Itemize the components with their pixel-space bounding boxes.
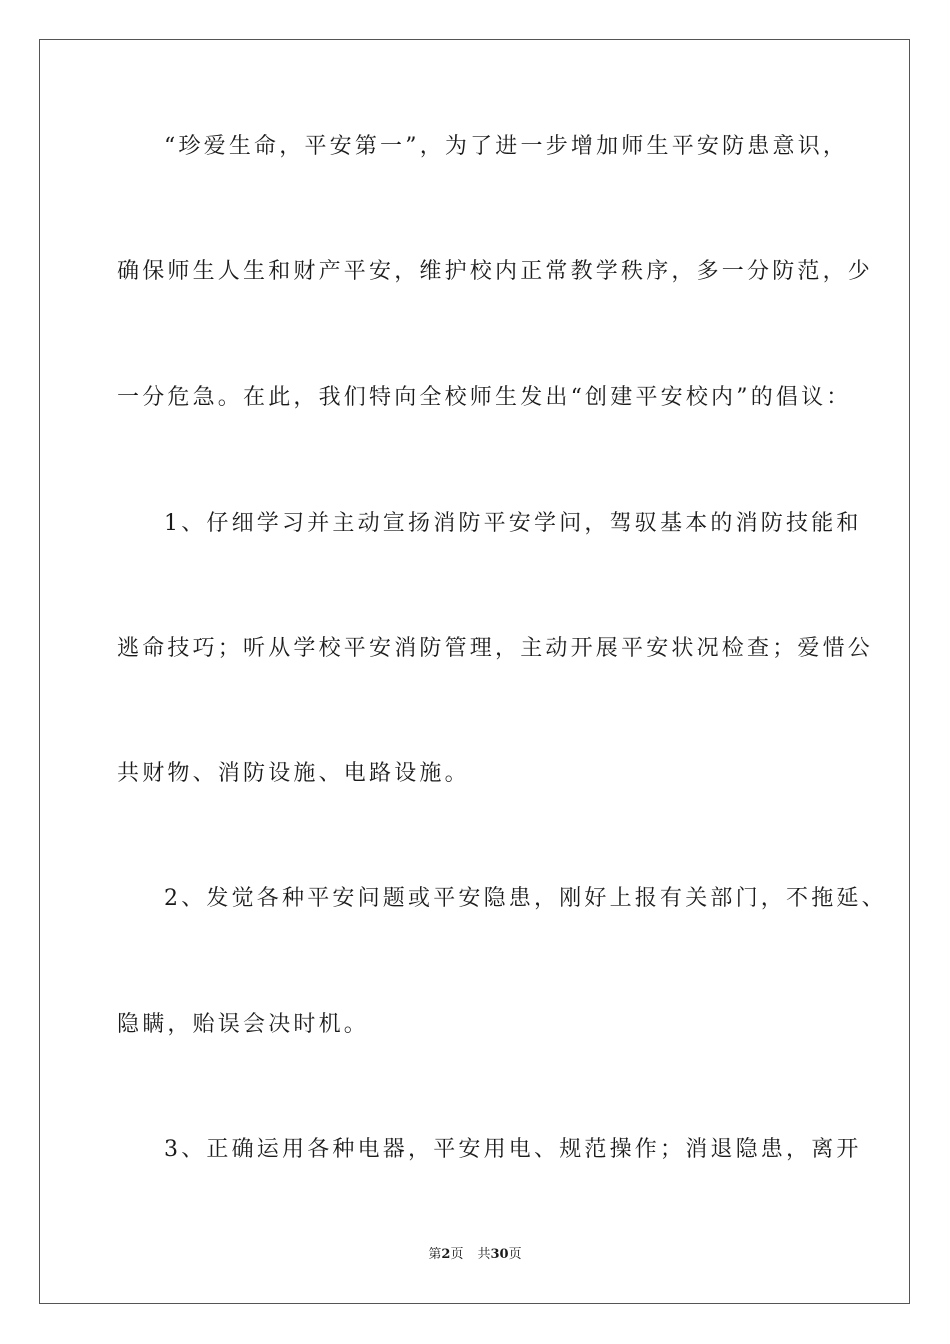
- paragraph-line: “珍爱生命，平安第一”，为了进一步增加师生平安防患意识，: [164, 134, 849, 159]
- paragraph-line: 1、仔细学习并主动宣扬消防平安学问，驾驭基本的消防技能和: [164, 511, 862, 536]
- page-footer: [0, 1246, 950, 1264]
- page-border: [39, 39, 910, 1304]
- footer-page-suffix: 页: [450, 1247, 464, 1262]
- footer-total-prefix: 共: [477, 1247, 491, 1262]
- paragraph-line: 逃命技巧；听从学校平安消防管理，主动开展平安状况检查；爱惜公: [117, 636, 874, 661]
- footer-total-suffix: 页: [508, 1247, 522, 1262]
- footer-page-number: 2: [441, 1247, 451, 1262]
- paragraph-line: 一分危急。在此，我们特向全校师生发出“创建平安校内”的倡议：: [117, 385, 852, 410]
- paragraph-line: 共财物、消防设施、电路设施。: [117, 761, 470, 786]
- footer-total-number: 30: [490, 1247, 509, 1262]
- paragraph-line: 3、正确运用各种电器，平安用电、规范操作；消退隐患，离开: [164, 1137, 862, 1162]
- paragraph-line: 隐瞒，贻误会决时机。: [117, 1012, 370, 1037]
- footer-page-prefix: 第: [428, 1247, 442, 1262]
- paragraph-line: 确保师生人生和财产平安，维护校内正常教学秩序，多一分防范，少: [117, 259, 874, 284]
- paragraph-line: 2、发觉各种平安问题或平安隐患，刚好上报有关部门，不拖延、: [164, 886, 887, 911]
